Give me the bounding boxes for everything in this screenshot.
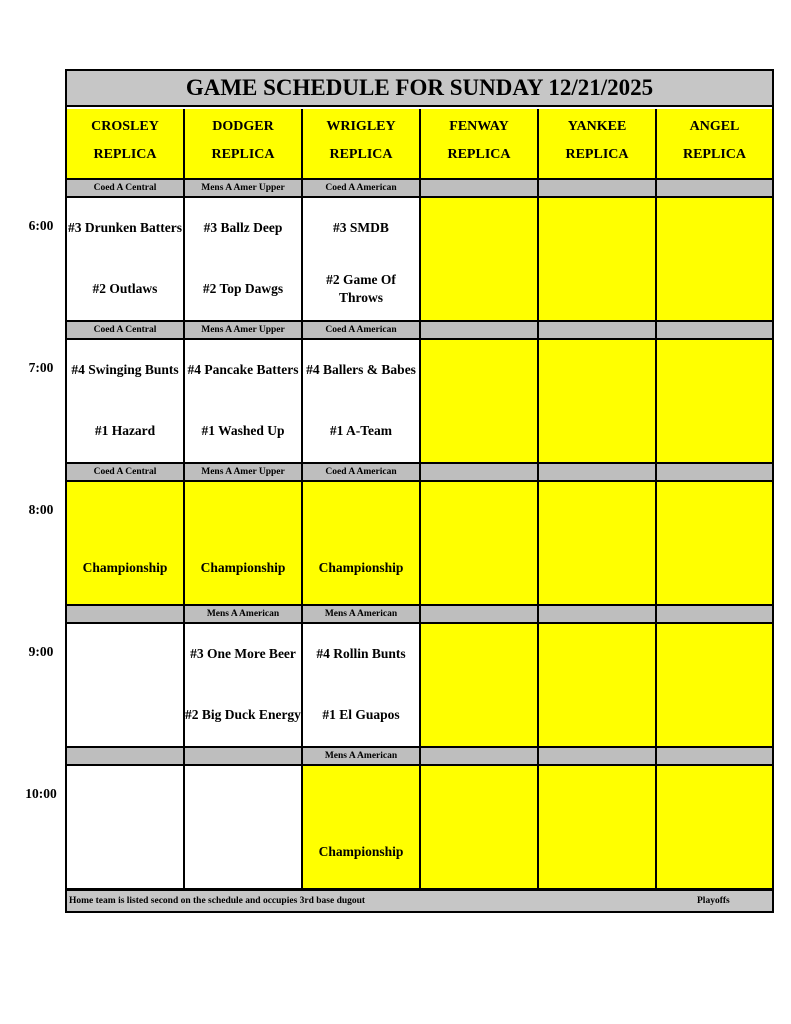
- field-name: FENWAY: [449, 119, 509, 134]
- open-cell: [539, 198, 657, 322]
- division-label: Mens A American: [185, 606, 303, 624]
- championship-cell: [185, 482, 303, 606]
- division-label: Coed A Central: [67, 464, 185, 482]
- field-name: YANKEE: [567, 119, 627, 134]
- away-team: #4 Swinging Bunts: [71, 362, 179, 377]
- field-name: ANGEL: [689, 119, 740, 134]
- championship-label: Championship: [318, 844, 404, 859]
- field-subtitle: REPLICA: [329, 147, 393, 162]
- division-label: [421, 180, 539, 198]
- division-label: [657, 748, 772, 766]
- game-cell: [185, 624, 303, 748]
- game-cell: [185, 340, 303, 464]
- open-cell: [657, 340, 772, 464]
- home-team: #1 El Guapos: [322, 707, 400, 722]
- time-label: 8:00: [28, 502, 54, 517]
- open-cell: [421, 766, 539, 890]
- empty-cell: [67, 624, 185, 748]
- field-header: [303, 109, 421, 180]
- open-cell: [657, 198, 772, 322]
- open-cell: [539, 766, 657, 890]
- field-subtitle: REPLICA: [93, 147, 157, 162]
- division-label: [539, 322, 657, 340]
- field-subtitle: REPLICA: [211, 147, 275, 162]
- division-label: [539, 464, 657, 482]
- division-label: [421, 606, 539, 624]
- empty-cell: [185, 766, 303, 890]
- footer-note: Home team is listed second on the schedule and occupies 3rd base dugout: [69, 896, 366, 906]
- division-label: [539, 180, 657, 198]
- field-subtitle: REPLICA: [447, 147, 511, 162]
- division-label: [657, 180, 772, 198]
- schedule-table: [65, 69, 774, 913]
- time-label: 9:00: [28, 644, 54, 659]
- open-cell: [539, 340, 657, 464]
- field-header: [539, 109, 657, 180]
- field-header: [657, 109, 772, 180]
- division-label: Coed A Central: [67, 322, 185, 340]
- division-label: Mens A American: [303, 606, 421, 624]
- game-cell: [185, 198, 303, 322]
- field-header: [67, 109, 185, 180]
- away-team: #3 Ballz Deep: [203, 220, 283, 235]
- home-team: #2 Game Of Throws: [326, 272, 396, 305]
- field-name: DODGER: [212, 119, 274, 134]
- time-label: 7:00: [28, 360, 54, 375]
- away-team: #3 Drunken Batters: [68, 220, 182, 235]
- away-team: #4 Ballers & Babes: [306, 362, 416, 377]
- open-cell: [421, 482, 539, 606]
- division-label: [539, 748, 657, 766]
- game-cell: [67, 340, 185, 464]
- home-team: #2 Top Dawgs: [202, 281, 284, 296]
- field-name: WRIGLEY: [326, 119, 396, 134]
- division-label: [657, 606, 772, 624]
- home-team: #2 Outlaws: [92, 281, 158, 296]
- division-label: [67, 748, 185, 766]
- field-header: [185, 109, 303, 180]
- game-cell: [67, 198, 185, 322]
- division-label: Mens A Amer Upper: [185, 180, 303, 198]
- division-label: Coed A Central: [67, 180, 185, 198]
- championship-cell: [67, 482, 185, 606]
- field-subtitle: REPLICA: [565, 147, 629, 162]
- time-label: 10:00: [25, 786, 57, 801]
- championship-label: Championship: [318, 560, 404, 575]
- division-label: Coed A American: [303, 322, 421, 340]
- away-team: #4 Pancake Batters: [187, 362, 299, 377]
- championship-label: Championship: [82, 560, 168, 575]
- division-label: [657, 464, 772, 482]
- division-label: [539, 606, 657, 624]
- open-cell: [657, 624, 772, 748]
- division-label: [185, 748, 303, 766]
- open-cell: [539, 482, 657, 606]
- division-label: [421, 464, 539, 482]
- game-cell: [303, 624, 421, 748]
- away-team: #3 One More Beer: [190, 646, 296, 661]
- home-team: #1 A-Team: [329, 423, 393, 438]
- division-label: [421, 748, 539, 766]
- home-team: #1 Hazard: [94, 423, 156, 438]
- footer-bar: [67, 889, 772, 911]
- division-label: [67, 606, 185, 624]
- open-cell: [539, 624, 657, 748]
- division-label: Mens A Amer Upper: [185, 464, 303, 482]
- open-cell: [657, 482, 772, 606]
- game-cell: [303, 198, 421, 322]
- time-label: 6:00: [28, 218, 54, 233]
- open-cell: [421, 624, 539, 748]
- footer-status: Playoffs: [697, 896, 730, 906]
- division-label: Coed A American: [303, 464, 421, 482]
- division-label: [657, 322, 772, 340]
- open-cell: [421, 340, 539, 464]
- championship-cell: [303, 482, 421, 606]
- division-label: Mens A Amer Upper: [185, 322, 303, 340]
- schedule-title: GAME SCHEDULE FOR SUNDAY 12/21/2025: [67, 71, 772, 107]
- game-cell: [303, 340, 421, 464]
- field-header: [421, 109, 539, 180]
- away-team: #4 Rollin Bunts: [316, 646, 406, 661]
- empty-cell: [67, 766, 185, 890]
- open-cell: [421, 198, 539, 322]
- away-team: #3 SMDB: [333, 220, 389, 235]
- home-team: #2 Big Duck Energy: [185, 707, 301, 722]
- division-label: [421, 322, 539, 340]
- open-cell: [657, 766, 772, 890]
- division-label: Mens A American: [303, 748, 421, 766]
- home-team: #1 Washed Up: [201, 423, 285, 438]
- field-subtitle: REPLICA: [682, 147, 746, 162]
- championship-cell: [303, 766, 421, 890]
- field-name: CROSLEY: [91, 119, 159, 134]
- division-label: Coed A American: [303, 180, 421, 198]
- championship-label: Championship: [200, 560, 286, 575]
